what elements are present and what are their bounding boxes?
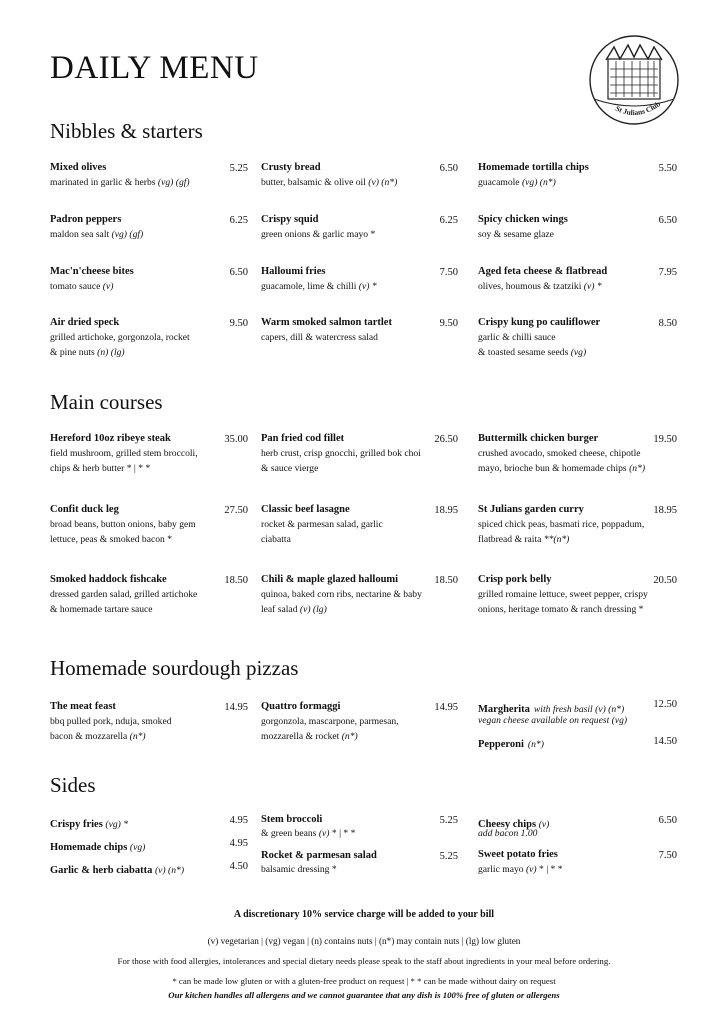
item-price: 9.50 xyxy=(439,318,458,329)
item-name: Warm smoked salmon tartlet xyxy=(261,317,392,328)
side-ciabatta xyxy=(50,860,184,878)
side-fries xyxy=(50,814,128,832)
item-name: Smoked haddock fishcake xyxy=(50,574,167,585)
item-note: (v) (n*) xyxy=(154,865,185,876)
svg-text:St Julians Club: St Julians Club xyxy=(613,99,663,118)
item-desc: garlic mayo (v) * | * * xyxy=(478,864,563,875)
item-price: 7.50 xyxy=(658,850,677,861)
item-desc: spiced chick peas, basmati rice, poppadum, xyxy=(478,519,645,530)
service-charge-note: A discretionary 10% service charge will be added to your bill xyxy=(233,909,495,920)
item-price: 18.95 xyxy=(434,505,458,516)
item-name: Padron peppers xyxy=(50,214,122,225)
item-note: (vg) xyxy=(129,842,146,853)
item-desc: quinoa, baked corn ribs, nectarine & baby xyxy=(261,589,422,600)
item-desc: rocket & parmesan salad, garlic xyxy=(261,519,383,530)
item-desc: bacon & mozzarella (n*) xyxy=(50,731,146,742)
item-desc: dressed garden salad, grilled artichoke xyxy=(50,589,198,600)
item-price: 12.50 xyxy=(653,699,677,710)
item-name: Crisp pork belly xyxy=(478,574,552,585)
item-name: Cheesy chips xyxy=(478,819,539,830)
item-desc: & toasted sesame seeds (vg) xyxy=(478,347,587,358)
item-desc: onions, heritage tomato & ranch dressing * xyxy=(478,604,644,615)
item-name: Sweet potato fries xyxy=(478,849,558,860)
item-name: Air dried speck xyxy=(50,317,120,328)
item-desc: gorgonzola, mascarpone, parmesan, xyxy=(261,716,399,727)
item-desc: butter, balsamic & olive oil (v) (n*) xyxy=(261,177,398,188)
item-desc: broad beans, button onions, baby gem xyxy=(50,519,196,530)
item-desc: mozzarella & rocket (n*) xyxy=(261,731,358,742)
item-price: 4.95 xyxy=(229,838,248,849)
item-price: 35.00 xyxy=(224,434,248,445)
item-name: Homemade chips xyxy=(50,842,130,853)
item-price: 9.50 xyxy=(229,318,248,329)
item-desc: garlic & chilli sauce xyxy=(478,332,556,343)
item-name: Hereford 10oz ribeye steak xyxy=(50,433,171,444)
item-desc: herb crust, crisp gnocchi, grilled bok choi xyxy=(261,448,421,459)
item-price: 6.50 xyxy=(439,163,458,174)
item-desc: field mushroom, grilled stem broccoli, xyxy=(50,448,198,459)
item-desc: soy & sesame glaze xyxy=(478,229,554,240)
item-name: Pan fried cod fillet xyxy=(261,433,345,444)
item-price: 7.50 xyxy=(439,267,458,278)
item-note: with fresh basil (v) (n*) xyxy=(533,704,625,715)
item-desc: guacamole, lime & chilli (v) * xyxy=(261,281,377,292)
item-desc: crushed avocado, smoked cheese, chipotle xyxy=(478,448,641,459)
item-name: Mixed olives xyxy=(50,162,107,173)
item-price: 6.25 xyxy=(229,215,248,226)
item-price: 14.95 xyxy=(224,702,248,713)
crest-icon xyxy=(584,33,684,133)
item-name: Margherita xyxy=(478,704,530,715)
item-desc: marinated in garlic & herbs (vg) (gf) xyxy=(50,177,190,188)
side-chips xyxy=(50,837,145,855)
item-price: 26.50 xyxy=(434,434,458,445)
item-desc: guacamole (vg) (n*) xyxy=(478,177,556,188)
item-price: 18.50 xyxy=(224,575,248,586)
section-pizzas: Homemade sourdough pizzas xyxy=(50,656,299,680)
item-desc: olives, houmous & tzatziki (v) * xyxy=(478,281,602,292)
item-price: 5.50 xyxy=(658,163,677,174)
item-name: Chili & maple glazed halloumi xyxy=(261,574,399,585)
item-desc: & sauce vierge xyxy=(261,463,319,474)
allergen-disclaimer: Our kitchen handles all allergens and we cannot guarantee that any dish is 100% free of gluten or allergens xyxy=(168,990,560,1000)
item-price: 19.50 xyxy=(653,434,677,445)
item-name: Pepperoni xyxy=(478,739,524,750)
page-title: DAILY MENU xyxy=(50,50,259,86)
item-name: Confit duck leg xyxy=(50,504,119,515)
gluten-note: * can be made low gluten or with a gluten-free product on request | * * can be made without dairy on request xyxy=(172,976,556,986)
item-name: Rocket & parmesan salad xyxy=(261,850,377,861)
item-name: Crispy fries xyxy=(50,819,106,830)
item-price: 14.50 xyxy=(653,736,677,747)
item-price: 6.50 xyxy=(229,267,248,278)
section-mains: Main courses xyxy=(50,390,163,414)
item-note: (n*) xyxy=(527,739,544,750)
item-price: 5.25 xyxy=(229,163,248,174)
item-name: Crusty bread xyxy=(261,162,321,173)
item-price: 8.50 xyxy=(658,318,677,329)
item-price: 4.95 xyxy=(229,815,248,826)
item-desc: & homemade tartare sauce xyxy=(50,604,153,615)
item-note: (vg) * xyxy=(105,819,129,830)
item-desc: capers, dill & watercress salad xyxy=(261,332,378,343)
item-desc: leaf salad (v) (lg) xyxy=(261,604,327,615)
item-desc: bbq pulled pork, nduja, smoked xyxy=(50,716,172,727)
item-desc: mayo, brioche bun & homemade chips (n*) xyxy=(478,463,646,474)
item-name: Classic beef lasagne xyxy=(261,504,350,515)
item-price: 20.50 xyxy=(653,575,677,586)
item-price: 18.95 xyxy=(653,505,677,516)
item-desc: add bacon 1.00 xyxy=(478,828,538,839)
item-note: (v) xyxy=(538,819,550,830)
item-desc: green onions & garlic mayo * xyxy=(261,229,376,240)
item-price: 5.25 xyxy=(439,815,458,826)
dietary-key: (v) vegetarian | (vg) vegan | (n) contains nuts | (n*) may contain nuts | (lg) low gluten xyxy=(207,936,521,946)
item-name: Halloumi fries xyxy=(261,266,326,277)
item-price: 14.95 xyxy=(434,702,458,713)
item-desc: maldon sea salt (vg) (gf) xyxy=(50,229,144,240)
item-name: Crispy squid xyxy=(261,214,319,225)
item-name: Garlic & herb ciabatta xyxy=(50,865,155,876)
item-desc: balsamic dressing * xyxy=(261,864,337,875)
item-desc: & green beans (v) * | * * xyxy=(261,828,356,839)
item-desc: vegan cheese available on request (vg) xyxy=(478,715,628,726)
item-desc: flatbread & raita **(n*) xyxy=(478,534,570,545)
item-desc: grilled romaine lettuce, sweet pepper, crispy xyxy=(478,589,648,600)
menu-item-pepperoni xyxy=(478,734,544,752)
item-name: Quattro formaggi xyxy=(261,701,341,712)
item-name: Crispy kung po cauliflower xyxy=(478,317,601,328)
allergy-note: For those with food allergies, intolerances and special dietary needs please speak to the staff about ingredients in your meal before ordering. xyxy=(117,956,611,966)
item-desc: chips & herb butter * | * * xyxy=(50,463,151,474)
item-price: 6.25 xyxy=(439,215,458,226)
item-name: Stem broccoli xyxy=(261,814,323,825)
item-price: 7.95 xyxy=(658,267,677,278)
item-price: 18.50 xyxy=(434,575,458,586)
item-name: Mac'n'cheese bites xyxy=(50,266,134,277)
item-name: The meat feast xyxy=(50,701,116,712)
item-price: 6.50 xyxy=(658,215,677,226)
item-price: 4.50 xyxy=(229,861,248,872)
item-name: Homemade tortilla chips xyxy=(478,162,589,173)
item-desc: lettuce, peas & smoked bacon * xyxy=(50,534,173,545)
item-price: 6.50 xyxy=(658,815,677,826)
item-desc: tomato sauce (v) xyxy=(50,281,114,292)
item-desc: & pine nuts (n) (lg) xyxy=(50,347,125,358)
item-name: Spicy chicken wings xyxy=(478,214,568,225)
section-nibbles: Nibbles & starters xyxy=(50,119,203,143)
item-price: 27.50 xyxy=(224,505,248,516)
section-sides: Sides xyxy=(50,773,96,797)
item-name: Aged feta cheese & flatbread xyxy=(478,266,608,277)
item-desc: ciabatta xyxy=(261,534,291,545)
club-logo xyxy=(584,33,684,133)
item-name: St Julians garden curry xyxy=(478,504,584,515)
item-desc: grilled artichoke, gorgonzola, rocket xyxy=(50,332,190,343)
item-name: Buttermilk chicken burger xyxy=(478,433,599,444)
item-price: 5.25 xyxy=(439,851,458,862)
